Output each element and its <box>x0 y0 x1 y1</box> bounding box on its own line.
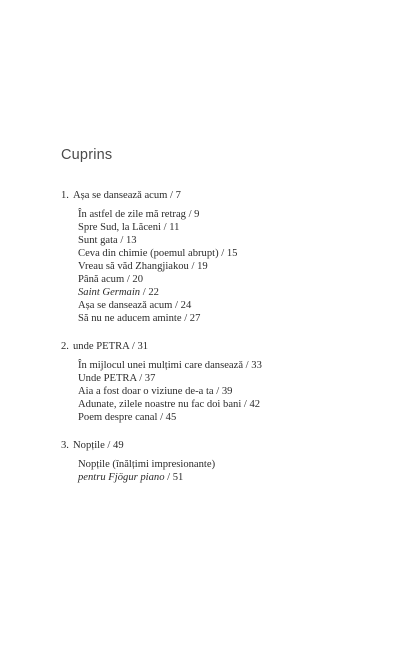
section-title: Așa se danseazǎ acum / 7 <box>73 190 181 201</box>
section-number: 2. <box>61 341 69 352</box>
section-title: unde PETRA / 31 <box>73 341 149 352</box>
entry-italic-title: Saint Germain <box>78 287 141 298</box>
toc-page: Cuprins 1. Așa se danseazǎ acum / 7 În astfel de zile mă retrag / 9 Spre Sud, la Lăceni / 11 Sunt gata / 13 Ceva din chimie (poemul abrupt) / 15 Vreau să văd Zhangjiakou / 19 Până acum / 20 Saint Germain / 22 Așa se danseazǎ acum / 24 Să nu ne aducem aminte / 27 2. unde PETRA / 31 În mijlocul unei mulțimi care danseazǎ / 33 Unde PETRA / 37 Aia a fost doar o viziune de-a ta / 39 Adunate, zilele noastre nu fac doi bani / 42 Poem despre canal / 45 3. Nopțile / 49 Nopțile (înălțimi impresionante) pentru Fjögur piano / 51 <box>61 147 262 483</box>
section-number: 1. <box>61 190 69 201</box>
section-number: 3. <box>61 440 69 451</box>
toc-heading: Cuprins <box>61 147 113 163</box>
section-title: Nopțile / 49 <box>73 440 124 451</box>
entry-italic-title: pentru Fjögur piano <box>78 472 165 483</box>
